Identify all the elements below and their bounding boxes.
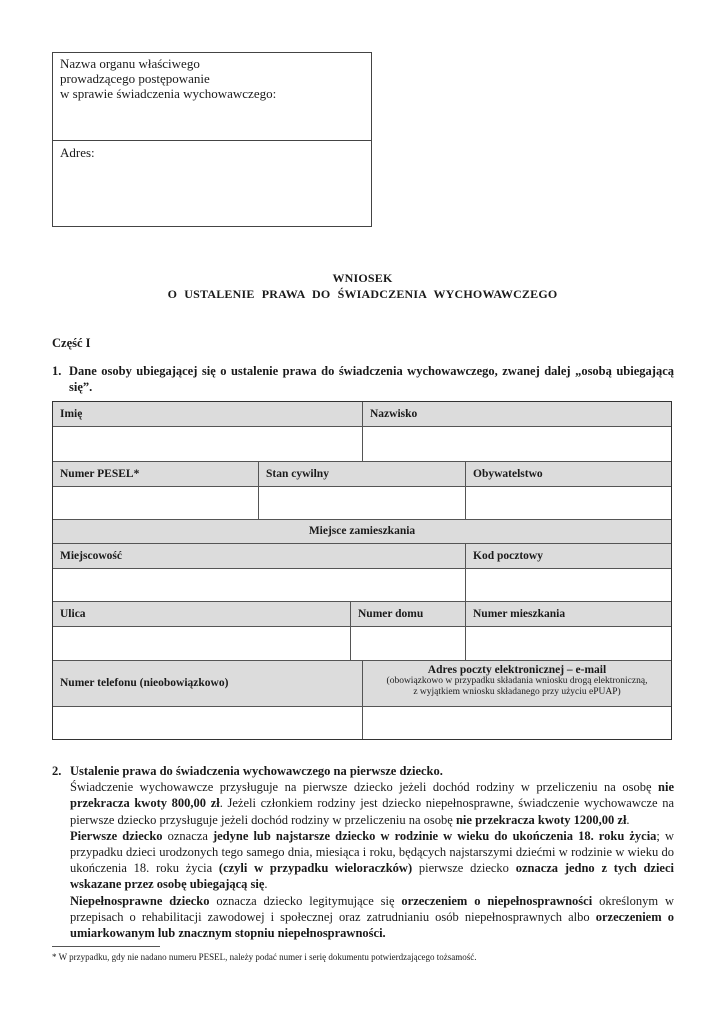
footnote: * W przypadku, gdy nie nadano numeru PESEL, należy podać numer i serię dokumentu potwierdzającego tożsamość.: [52, 952, 477, 962]
pesel-field[interactable]: [53, 487, 259, 520]
title-line2: O USTALENIE PRAWA DO ŚWIADCZENIA WYCHOWAWCZEGO: [167, 287, 558, 301]
authority-label-line3: w sprawie świadczenia wychowawczego:: [60, 86, 277, 101]
first-name-label: Imię: [53, 402, 363, 427]
email-label: [363, 661, 671, 707]
street-field[interactable]: [53, 627, 351, 661]
email-label-title: Adres poczty elektronicznej – e-mail: [427, 664, 607, 676]
authority-label-line1: Nazwa organu właściwego: [60, 56, 200, 71]
section1-number: 1.: [52, 364, 62, 378]
house-number-label: Numer domu: [351, 602, 466, 627]
apartment-number-label: Numer mieszkania: [466, 602, 671, 627]
house-number-field[interactable]: [351, 627, 466, 661]
city-field[interactable]: [53, 569, 466, 602]
phone-label: Numer telefonu (nieobowiązkowo): [53, 661, 363, 707]
citizenship-label: Obywatelstwo: [466, 462, 671, 487]
citizenship-field[interactable]: [466, 487, 671, 520]
postal-code-label: Kod pocztowy: [466, 544, 671, 569]
last-name-field[interactable]: [363, 427, 671, 462]
postal-code-field[interactable]: [466, 569, 671, 602]
email-field[interactable]: [363, 707, 671, 739]
applicant-data-form: [52, 401, 672, 740]
apartment-number-field[interactable]: [466, 627, 671, 661]
section2-paragraph-income: Świadczenie wychowawcze przysługuje na pierwsze dziecko jeżeli dochód rodziny w przeliczeniu na osobę nie przekracza kwoty 800,00 zł. Jeżeli członkiem rodziny jest dziecko niepełnosprawne, świadczenie wychowawcze na pierwsze dziecko przysługuje jeżeli dochód rodziny w przeliczeniu na osobę nie przekracza kwoty 1200,00 zł.: [70, 780, 674, 827]
section1-heading: [52, 363, 674, 395]
street-label: Ulica: [53, 602, 351, 627]
section2-heading: Ustalenie prawa do świadczenia wychowawczego na pierwsze dziecko.: [70, 764, 443, 778]
pesel-label: Numer PESEL*: [53, 462, 259, 487]
phone-field[interactable]: [53, 707, 363, 739]
email-note-line1: (obowiązkowo w przypadku składania wniosku drogą elektroniczną,: [386, 676, 648, 686]
authority-name-field[interactable]: [53, 53, 371, 141]
section2: [52, 763, 674, 941]
authority-label-line2: prowadzącego postępowanie: [60, 71, 210, 86]
civil-status-field[interactable]: [259, 487, 466, 520]
authority-box: [52, 52, 372, 227]
email-note-line2: z wyjątkiem wniosku składanego przy użyciu ePUAP): [413, 687, 621, 697]
last-name-label: Nazwisko: [363, 402, 671, 427]
first-name-field[interactable]: [53, 427, 363, 462]
part-label: Część I: [52, 336, 91, 350]
residence-header: Miejsce zamieszkania: [53, 520, 671, 544]
civil-status-label: Stan cywilny: [259, 462, 466, 487]
section2-number: 2.: [52, 764, 62, 778]
section2-paragraph-disabled-child: Niepełnosprawne dziecko oznacza dziecko legitymujące się orzeczeniem o niepełnosprawności określonym w przepisach o rehabilitacji zawodowej i społecznej oraz zatrudnianiu osób niepełnosprawnych albo orzeczeniem o umiarkowanym lub znacznym stopniu niepełnosprawności.: [70, 893, 674, 941]
section2-paragraph-first-child: Pierwsze dziecko oznacza jedyne lub najstarsze dziecko w rodzinie w wieku do ukończenia 18. roku życia; w przypadku dzieci urodzonych tego samego dnia, miesiąca i roku, będących najstarszymi dziećmi w rodzinie w wieku do ukończenia 18. roku życia (czyli w przypadku wieloraczków) pierwsze dziecko oznacza jedno z tych dzieci wskazane przez osobę ubiegającą się.: [70, 828, 674, 892]
city-label: Miejscowość: [53, 544, 466, 569]
footnote-divider: [52, 946, 160, 947]
title-line1: WNIOSEK: [332, 271, 393, 285]
section1-text: Dane osoby ubiegającej się o ustalenie prawa do świadczenia wychowawczego, zwanej dalej „osobą ubiegającą się”.: [69, 364, 674, 394]
document-title: [0, 270, 725, 302]
authority-address-field[interactable]: [53, 141, 371, 164]
authority-address-label: Adres:: [60, 145, 95, 160]
